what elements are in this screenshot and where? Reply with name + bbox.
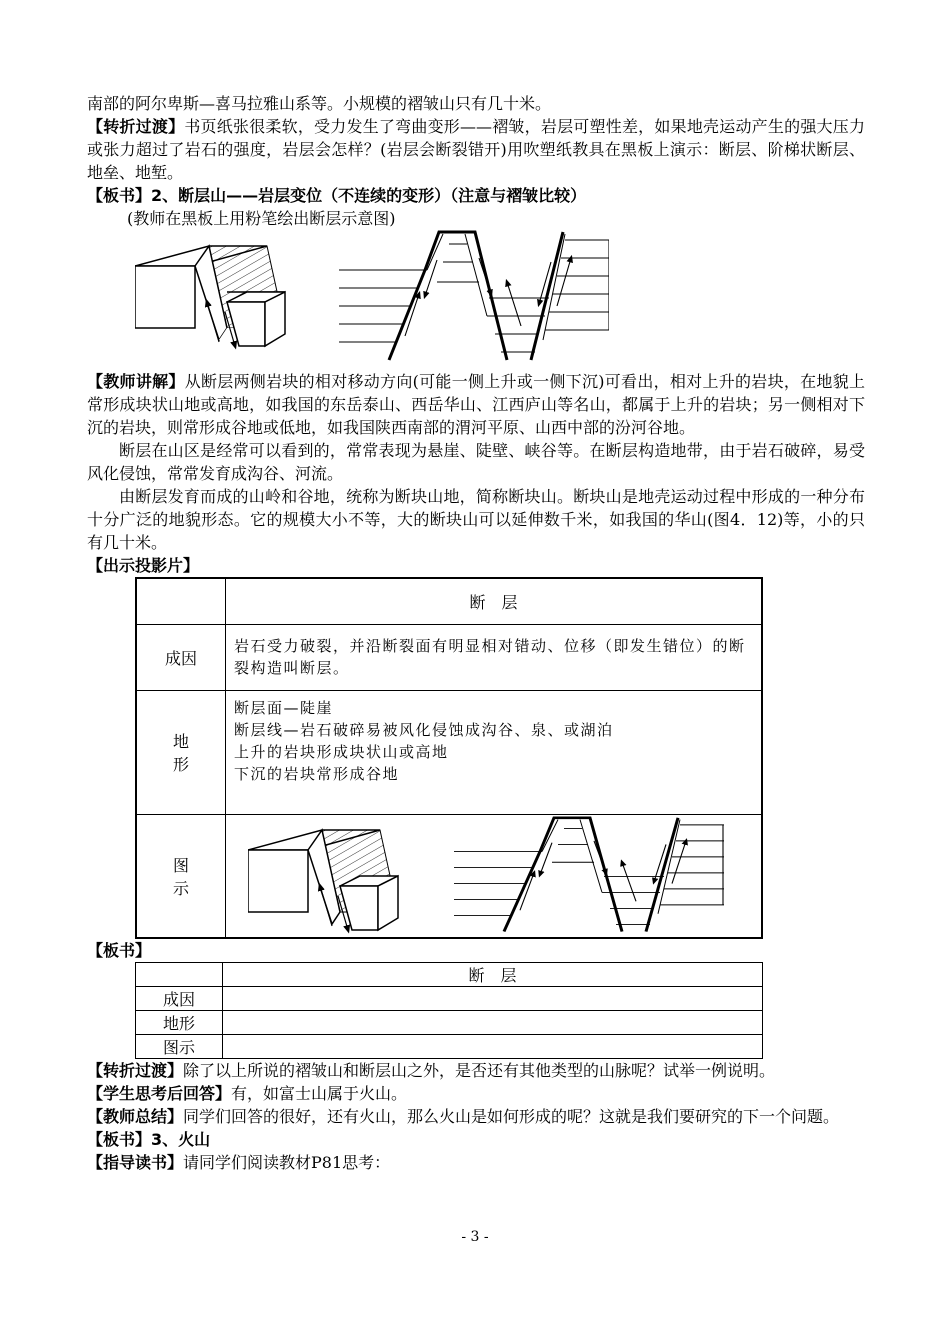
diagram-cell <box>226 814 763 938</box>
projection-table-header: 断 层 <box>226 578 763 624</box>
board-label-diagram: 图示 <box>136 1035 223 1059</box>
paragraph-teacher-summary: 【教师总结】同学们回答的很好，还有火山，那么火山是如何形成的呢？这就是我们要研究的下一个问题。 <box>87 1107 840 1126</box>
tag-student-answer: 【学生思考后回答】 <box>87 1084 232 1103</box>
board-heading-fault-mountain: 【板书】2、断层山——岩层变位（不连续的变形）（注意与褶皱比较） <box>87 186 587 205</box>
fault-block-diagram <box>135 242 295 352</box>
teacher-note: (教师在黑板上用粉笔绘出断层示意图) <box>127 209 396 228</box>
paragraph-transition-2: 【转折过渡】除了以上所说的褶皱山和断层山之外，是否还有其他类型的山脉呢？试举一例说明。 <box>87 1061 776 1080</box>
paragraph-teacher-explanation: 【教师讲解】从断层两侧岩块的相对移动方向(可能一侧上升或一侧下沉)可看出，相对上升的岩块，在地貌上常形成块状山地或高地，如我国的东岳泰山、西岳华山、江西庐山等名山，都属于上升的岩块；另一侧相对下沉的岩块，则常形成谷地或低地，如我国陕西南部的渭河平原、山西中部的汾河谷地。 <box>87 372 865 437</box>
label-diagram: 图 示 <box>136 814 226 938</box>
tag-reading-guide: 【指导读书】 <box>87 1153 184 1172</box>
fault-diagram-row <box>87 230 865 370</box>
tag-transition-2: 【转折过渡】 <box>87 1061 184 1080</box>
landform-text: 断层面—陡崖 断层线—岩石破碎易被风化侵蚀成沟谷、泉、或湖泊 上升的岩块形成块状山或高地 下沉的岩块常形成谷地 <box>226 690 763 814</box>
tag-teacher-explain: 【教师讲解】 <box>87 372 185 391</box>
cause-text: 岩石受力破裂，并沿断裂面有明显相对错动、位移（即发生错位）的断裂构造叫断层。 <box>226 624 763 690</box>
paragraph-reading-guide: 【指导读书】请同学们阅读教材P81思考： <box>87 1153 391 1172</box>
fault-block-diagram-small <box>248 826 408 936</box>
document-page <box>87 92 865 1174</box>
graben-horst-diagram-small <box>454 816 724 936</box>
projection-table <box>135 577 763 939</box>
paragraph-6: 断层在山区是经常可以看到的，常常表现为悬崖、陡壁、峡谷等。在断层构造地带，由于岩石破碎，易受风化侵蚀，常常发育成沟谷、河流。 <box>87 441 865 483</box>
label-cause: 成因 <box>136 624 226 690</box>
board-table <box>135 962 763 1059</box>
board-heading-2: 【板书】 <box>87 941 152 960</box>
board-label-landform: 地形 <box>136 1011 223 1035</box>
tag-teacher-summary: 【教师总结】 <box>87 1107 184 1126</box>
board-table-header: 断 层 <box>223 963 763 987</box>
paragraph-7: 由断层发育而成的山岭和谷地，统称为断块山地，简称断块山。断块山是地壳运动过程中形成的一种分布十分广泛的地貌形态。它的规模大小不等，大的断块山可以延伸数千米，如我国的华山(图4．12)等，小的只有几十米。 <box>87 487 865 552</box>
paragraph-1: 南部的阿尔卑斯—喜马拉雅山系等。小规模的褶皱山只有几十米。 <box>87 94 552 113</box>
graben-horst-diagram <box>339 230 609 365</box>
label-landform: 地 形 <box>136 690 226 814</box>
tag-transition: 【转折过渡】 <box>87 117 185 136</box>
board-label-cause: 成因 <box>136 987 223 1011</box>
projection-heading: 【出示投影片】 <box>87 556 200 575</box>
paragraph-student-answer: 【学生思考后回答】有，如富士山属于火山。 <box>87 1084 408 1103</box>
page-number: - 3 - <box>461 1229 489 1245</box>
paragraph-2: 【转折过渡】书页纸张很柔软，受力发生了弯曲变形——褶皱，岩层可塑性差，如果地壳运动产生的强大压力或张力超过了岩石的强度，岩层会怎样？(岩层会断裂错开)用吹塑纸教具在黑板上演示：断层、阶梯状断层、地垒、地堑。 <box>87 117 865 182</box>
board-heading-volcano: 【板书】3、火山 <box>87 1130 211 1149</box>
